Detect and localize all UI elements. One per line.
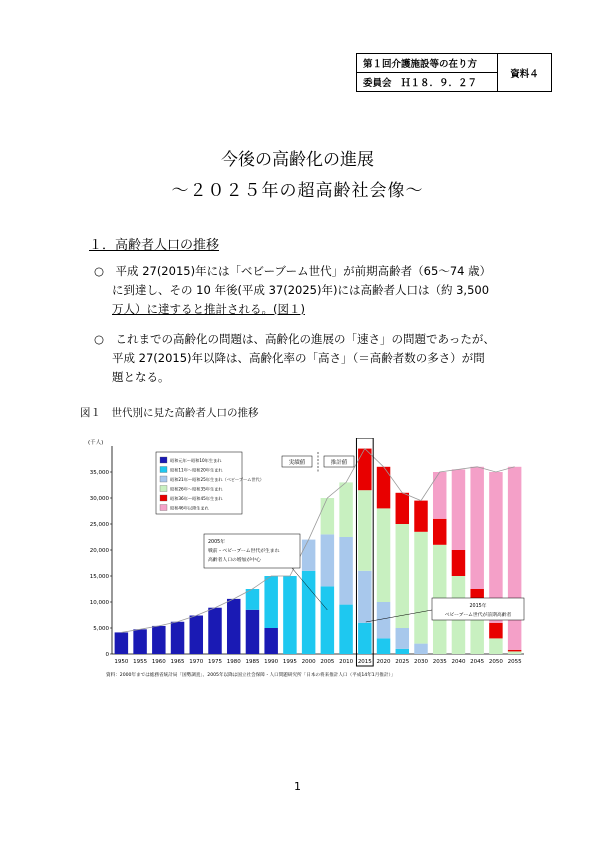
legend-swatch bbox=[160, 486, 167, 492]
bar-segment bbox=[283, 576, 296, 654]
bar-segment bbox=[358, 490, 371, 571]
bar-segment bbox=[414, 501, 427, 532]
legend-label: 昭和元年～昭和10年生まれ bbox=[170, 458, 222, 463]
bar-segment bbox=[190, 616, 203, 654]
paragraph-1-line-2: に到達し、その 10 年後(平成 37(2025)年)には高齢者人口は（約 3,500 bbox=[112, 283, 490, 297]
bar-segment bbox=[264, 576, 277, 628]
x-tick-label: 2035 bbox=[432, 659, 447, 665]
x-tick-label: 2040 bbox=[451, 659, 466, 665]
x-tick-label: 2045 bbox=[470, 659, 485, 665]
bar-segment bbox=[171, 622, 184, 654]
bar-segment bbox=[302, 571, 315, 654]
callout-2005-text: 2005年 bbox=[208, 540, 226, 545]
bar-segment bbox=[115, 632, 128, 654]
y-tick-label: 5,000 bbox=[93, 626, 109, 632]
x-tick-label: 1970 bbox=[189, 659, 204, 665]
bar-segment bbox=[321, 498, 334, 534]
forecast-label: 推計値 bbox=[330, 460, 348, 466]
bar-segment bbox=[508, 651, 521, 654]
bar-segment bbox=[377, 508, 390, 602]
legend-swatch bbox=[160, 495, 167, 501]
x-tick-label: 2055 bbox=[507, 659, 522, 665]
x-tick-label: 2020 bbox=[376, 659, 391, 665]
bar-segment bbox=[470, 467, 483, 589]
bar-segment bbox=[489, 623, 502, 639]
bar-segment bbox=[321, 586, 334, 654]
legend-label: 昭和36年～昭和45年生まれ bbox=[170, 496, 223, 501]
bar-segment bbox=[339, 605, 352, 654]
bar-segment bbox=[452, 550, 465, 576]
y-axis-label: (千人) bbox=[88, 440, 104, 446]
x-tick-label: 2000 bbox=[301, 659, 316, 665]
page-subtitle: ～２０２５年の超高齢社会像～ bbox=[171, 181, 424, 201]
paragraph-2-line-1: ○ これまでの高齢化の問題は、高齢化の進展の「速さ」の問題であったが、 bbox=[94, 332, 495, 346]
x-tick-label: 2010 bbox=[339, 659, 354, 665]
actual-label: 実績値 bbox=[288, 460, 306, 466]
bar-segment bbox=[133, 629, 146, 654]
x-tick-label: 2025 bbox=[395, 659, 410, 665]
x-tick-label: 2015 bbox=[357, 659, 372, 665]
committee-date: 委員会 Ｈ１８．９．２７ bbox=[357, 72, 497, 91]
bar-segment bbox=[508, 650, 521, 652]
bar-segment bbox=[358, 623, 371, 654]
bar-segment bbox=[414, 532, 427, 644]
y-tick-label: 25,000 bbox=[89, 522, 109, 528]
x-tick-label: 1990 bbox=[264, 659, 279, 665]
bar-segment bbox=[208, 608, 221, 654]
chart-source-note: 資料：2000年までは総務省統計局「国勢調査」、2005年以降は国立社会保障・人口問題研究所「日本の将来推計人口（平成14年1月推計）」 bbox=[106, 673, 396, 678]
committee-info bbox=[357, 54, 498, 91]
bar-segment bbox=[377, 602, 390, 638]
legend-swatch bbox=[160, 467, 167, 473]
bar-segment bbox=[396, 493, 409, 524]
y-tick-label: 10,000 bbox=[89, 600, 109, 606]
page-title: 今後の高齢化の進展 bbox=[221, 150, 374, 170]
paragraph-1-line-1: ○ 平成 27(2015)年には「ベビーブーム世代」が前期高齢者（65～74 歳） bbox=[94, 264, 492, 278]
paragraph-1 bbox=[94, 262, 534, 319]
paragraph-2-line-3: 題となる。 bbox=[112, 370, 170, 384]
bar-segment bbox=[264, 628, 277, 654]
bar-segment bbox=[246, 610, 259, 654]
bar-segment bbox=[508, 467, 521, 650]
bar-segment bbox=[358, 571, 371, 623]
bar-segment bbox=[452, 469, 465, 550]
legend-label: 昭和26年～昭和35年生まれ bbox=[170, 486, 223, 492]
page-number: 1 bbox=[294, 780, 301, 793]
committee-name: 第１回介護施設等の在り方 bbox=[363, 59, 478, 70]
x-tick-label: 2005 bbox=[320, 659, 335, 665]
y-tick-label: 0 bbox=[105, 652, 109, 658]
paragraph-2 bbox=[94, 330, 534, 387]
document-label: 資料４ bbox=[510, 68, 539, 80]
x-tick-label: 1995 bbox=[282, 659, 297, 665]
callout-2005-text: 戦前・ベビーブーム世代が生まれ bbox=[208, 549, 280, 554]
callout-2015-text: 2015年 bbox=[469, 604, 487, 609]
x-tick-label: 2050 bbox=[488, 659, 503, 665]
legend-swatch bbox=[160, 505, 167, 511]
x-tick-label: 1980 bbox=[226, 659, 241, 665]
bar-segment bbox=[227, 599, 240, 654]
x-tick-label: 1965 bbox=[170, 659, 185, 665]
bar-segment bbox=[396, 628, 409, 649]
section-heading: １．高齢者人口の推移 bbox=[89, 238, 220, 253]
x-tick-label: 1975 bbox=[208, 659, 222, 665]
paragraph-1-line-3: 万人）に達すると推計される。(図１) bbox=[112, 302, 305, 316]
legend-label: 昭和46年以降生まれ bbox=[170, 505, 209, 511]
elderly-population-chart bbox=[86, 438, 526, 690]
bar-segment bbox=[246, 589, 259, 610]
bar-segment bbox=[339, 482, 352, 537]
x-tick-label: 2030 bbox=[414, 659, 428, 665]
bar-segment bbox=[433, 519, 446, 545]
bar-segment bbox=[396, 649, 409, 654]
callout-2015-text: ベビーブーム世代が前期高齢者 bbox=[444, 613, 512, 618]
bar-segment bbox=[489, 638, 502, 654]
bar-segment bbox=[396, 524, 409, 628]
y-tick-label: 35,000 bbox=[89, 470, 109, 476]
bar-segment bbox=[414, 644, 427, 654]
bar-segment bbox=[302, 540, 315, 571]
figure-caption: 図１ 世代別に見た高齢者人口の推移 bbox=[80, 407, 259, 419]
x-tick-label: 1985 bbox=[245, 659, 260, 665]
bar-segment bbox=[321, 534, 334, 586]
bar-segment bbox=[358, 449, 371, 491]
y-tick-label: 30,000 bbox=[89, 496, 109, 502]
callout-2005-text: 高齢者人口の増加が中心 bbox=[208, 558, 261, 563]
x-tick-label: 1955 bbox=[133, 659, 148, 665]
legend-swatch bbox=[160, 457, 167, 463]
bar-segment bbox=[377, 638, 390, 654]
paragraph-2-line-2: 平成 27(2015)年以降は、高齢化率の「高さ」（＝高齢者数の多さ）が問 bbox=[112, 351, 485, 365]
x-tick-label: 1950 bbox=[114, 659, 129, 665]
y-tick-label: 15,000 bbox=[89, 574, 109, 580]
document-header bbox=[356, 53, 552, 92]
legend-swatch bbox=[160, 476, 167, 482]
x-tick-label: 1960 bbox=[151, 659, 166, 665]
legend-label: 昭和11年～昭和20年生まれ bbox=[170, 467, 223, 473]
chart-svg bbox=[86, 438, 526, 686]
bar-segment bbox=[152, 626, 165, 654]
bar-segment bbox=[339, 537, 352, 605]
legend-label: 昭和21年～昭和25年生まれ（ベビーブーム世代） bbox=[170, 477, 264, 482]
y-tick-label: 20,000 bbox=[89, 548, 109, 554]
